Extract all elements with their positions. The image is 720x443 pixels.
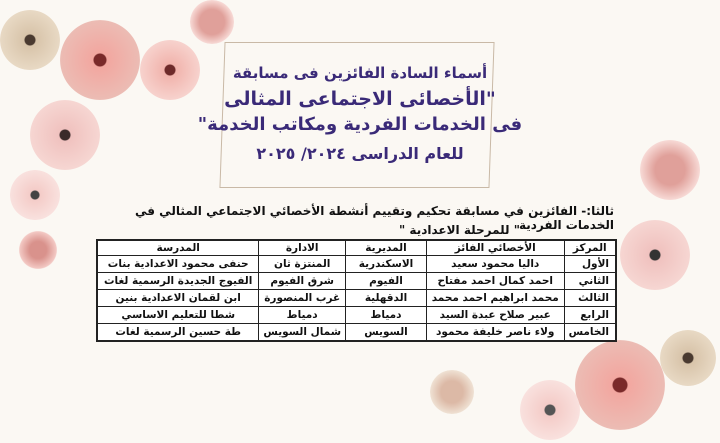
cell-administration: غرب المنصورة [259,290,346,307]
cell-winner: احمد كمال احمد مفتاح [426,273,564,290]
cell-winner: داليا محمود سعيد [426,256,564,273]
heading-line-1: أسماء السادة الفائزين فى مسابقة [232,64,488,82]
cell-directorate: دمياط [346,307,427,324]
header-administration: الادارة [259,240,346,256]
cell-administration: دمياط [259,307,346,324]
table-row [97,290,616,307]
winners-table [96,239,617,342]
cell-administration: شمال السويس [259,324,346,342]
cell-school: شطا للتعليم الاساسي [97,307,259,324]
cell-school: ابن لقمان الاعدادية بنين [97,290,259,307]
cell-rank: الثالث [564,290,616,307]
cell-directorate: الفيوم [346,273,427,290]
cell-rank: الأول [564,256,616,273]
table-row [97,324,616,342]
table-header-row [97,240,616,256]
header-school: المدرسة [97,240,259,256]
section-subtitle: " للمرحلة الاعدادية " [398,223,520,237]
cell-winner: ولاء ناصر خليفة محمود [426,324,564,342]
cell-directorate: الدقهلية [346,290,427,307]
heading-academic-year: للعام الدراسى ٢٠٢٤/ ٢٠٢٥ [256,144,464,163]
cell-rank: الرابع [564,307,616,324]
heading-line-3: فى الخدمات الفردية ومكاتب الخدمة" [197,114,523,135]
table-row [97,307,616,324]
cell-rank: الثاني [564,273,616,290]
header-directorate: المديرية [346,240,427,256]
cell-school: طة حسين الرسمية لغات [97,324,259,342]
table-row [97,256,616,273]
table-row [97,273,616,290]
cell-school: حنفى محمود الاعدادية بنات [97,256,259,273]
cell-rank: الخامس [564,324,616,342]
cell-administration: المنتزة ثان [259,256,346,273]
cell-directorate: الاسكندرية [346,256,427,273]
cell-directorate: السويس [346,324,427,342]
cell-school: الفيوج الجديدة الرسمية لغات [97,273,259,290]
header-winner: الأخصائي الفائز [426,240,564,256]
cell-administration: شرق الفيوم [259,273,346,290]
heading-line-2: "الأخصائى الاجتماعى المثالى [224,88,496,110]
header-rank: المركز [564,240,616,256]
cell-winner: محمد ابراهيم احمد محمد [426,290,564,307]
cell-winner: عبير صلاح عبدة السيد [426,307,564,324]
section-title: ثالثا:- الفائزين في مسابقة تحكيم وتقييم أنشطة الأخصائي الاجتماعي المثالي في الخدمات الفردية [135,204,614,232]
